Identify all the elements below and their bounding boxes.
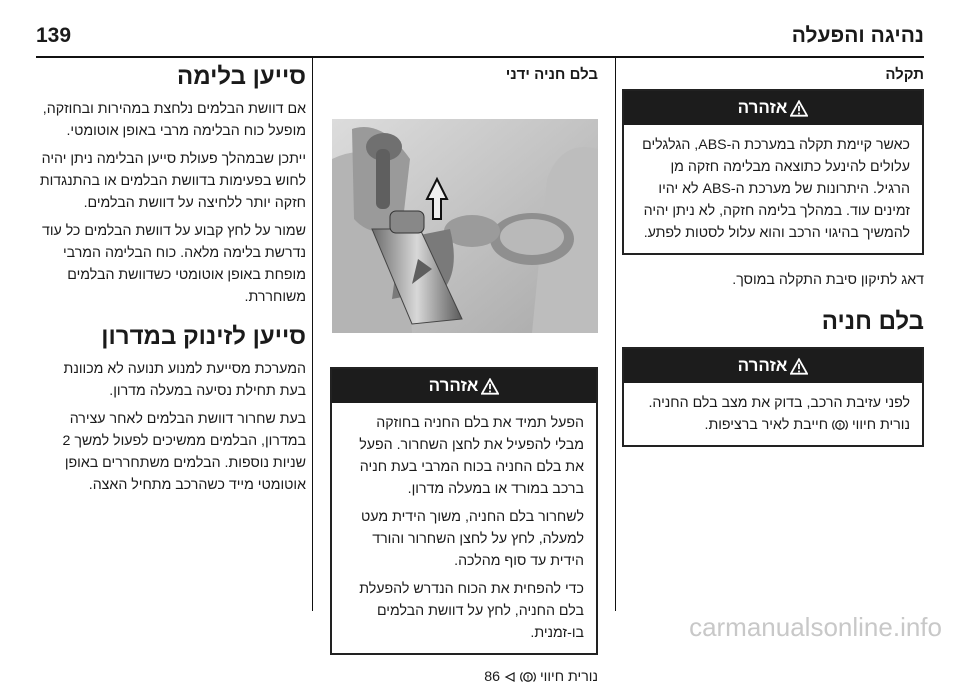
body-paragraph: אם דוושת הבלמים נלחצת במהירות ובחוזקה, מופעל כוח הבלימה מרבי באופן אוטומטי. (42, 101, 306, 139)
parking-brake-lever-illustration (332, 119, 598, 333)
warning-header-label: אזהרה (737, 356, 788, 375)
body-paragraph: שמור על לחץ קבוע על דוושת הבלמים כל עוד נדרשת בלימה מלאה. כוח הבלימה המרבי מופחת באופן אוטומטי כשדוושת הבלמים משוחררת. (41, 223, 306, 305)
warning-triangle-icon (481, 378, 499, 395)
caption-text: נורית חיווי (539, 669, 598, 685)
section-title-parking-brake: בלם חניה (821, 308, 924, 335)
watermark: carmanualsonline.info (689, 612, 942, 642)
warning-header (332, 369, 596, 403)
parking-brake-photo (332, 119, 598, 333)
page-reference-arrow-icon (504, 671, 516, 683)
warning-body (332, 403, 596, 653)
middle-column (330, 60, 598, 685)
warning-paragraph: כדי להפחית את הכוח הנדרש להפעלת בלם החניה, לחץ על דוושת הבלמים בו-זמנית. (359, 581, 584, 641)
warning-header (624, 91, 922, 125)
left-column (36, 60, 306, 502)
warning-text-part2: חייבת לאיר ברציפות. (704, 417, 829, 433)
brake-indicator-icon (520, 670, 536, 684)
page-header-title: נהיגה והפעלה (791, 24, 924, 47)
right-column (622, 60, 924, 447)
column-divider-right (615, 58, 616, 611)
warning-header (624, 349, 922, 383)
warning-paragraph: לשחרור בלם החניה, משוך הידית מעט למעלה, לחץ על לחצן השחרור והורד הידית עד סוף מהלכה. (361, 509, 584, 569)
header-rule (36, 56, 924, 58)
warning-box-manual-brake (330, 367, 598, 655)
page-number: 139 (36, 24, 72, 47)
repair-note: דאג לתיקון סיבת התקלה במוסך. (732, 272, 924, 288)
body-paragraph: בעת שחרור דוושת הבלמים לאחר עצירה במדרון, הבלמים ממשיכים לפעול למשך 2 שניות נוספות. הבלמים משתחררים באופן אוטומטי מייד כשהרכב מתחיל האצה. (62, 411, 306, 493)
warning-paragraph: הפעל תמיד את בלם החניה בחוזקה מבלי להפעיל את לחצן השחרור. הפעל את בלם החניה בכוח המרבי בעת חניה ברכב במורד או במעלה מדרון. (359, 415, 584, 497)
svg-text:!: ! (838, 421, 842, 430)
caption-page-ref: 86 (484, 669, 500, 685)
svg-text:!: ! (526, 673, 530, 682)
warning-box-parking (622, 347, 924, 447)
section-title-hill-start-assist: סייען לזינוק במדרון (101, 323, 306, 350)
section-title-malfunction: תקלה (885, 66, 924, 83)
body-paragraph: המערכת מסייעת למנוע תנועה לא מכוונת בעת תחילת נסיעה במעלה מדרון. (63, 361, 306, 399)
warning-text-part1: לפני עזיבת הרכב, בדוק את מצב בלם החניה. נורית חיווי (648, 395, 910, 433)
column-divider-left (312, 58, 313, 611)
section-title-brake-assist: סייען בלימה (177, 63, 306, 90)
warning-body (624, 383, 922, 445)
warning-body: כאשר קיימת תקלה במערכת ה-ABS, הגלגלים עלולים להינעל כתוצאה מבלימה חזקה מן הרגיל. היתרונות של מערכת ה-ABS לא יהיו זמינים עוד. במהלך בלימה חזקה, לא ניתן יהיה להמשיך בהיגוי הרכב והוא עלול לסטות לפתע. (642, 137, 910, 241)
section-title-manual-parking-brake: בלם חניה ידני (505, 66, 598, 83)
body-paragraph: ייתכן שבמהלך פעולת סייען הבלימה ניתן יהיה לחוש בפעימות בדוושת הבלמים או בהתנגדות חזקה יותר ללחיצה על דוושת הבלמים. (39, 151, 306, 211)
warning-triangle-icon (790, 100, 808, 117)
warning-triangle-icon (790, 358, 808, 375)
indicator-caption (330, 669, 598, 685)
brake-indicator-icon (832, 418, 848, 432)
warning-header-label: אזהרה (737, 98, 788, 117)
warning-box-abs (622, 89, 924, 255)
warning-header-label: אזהרה (428, 376, 479, 395)
